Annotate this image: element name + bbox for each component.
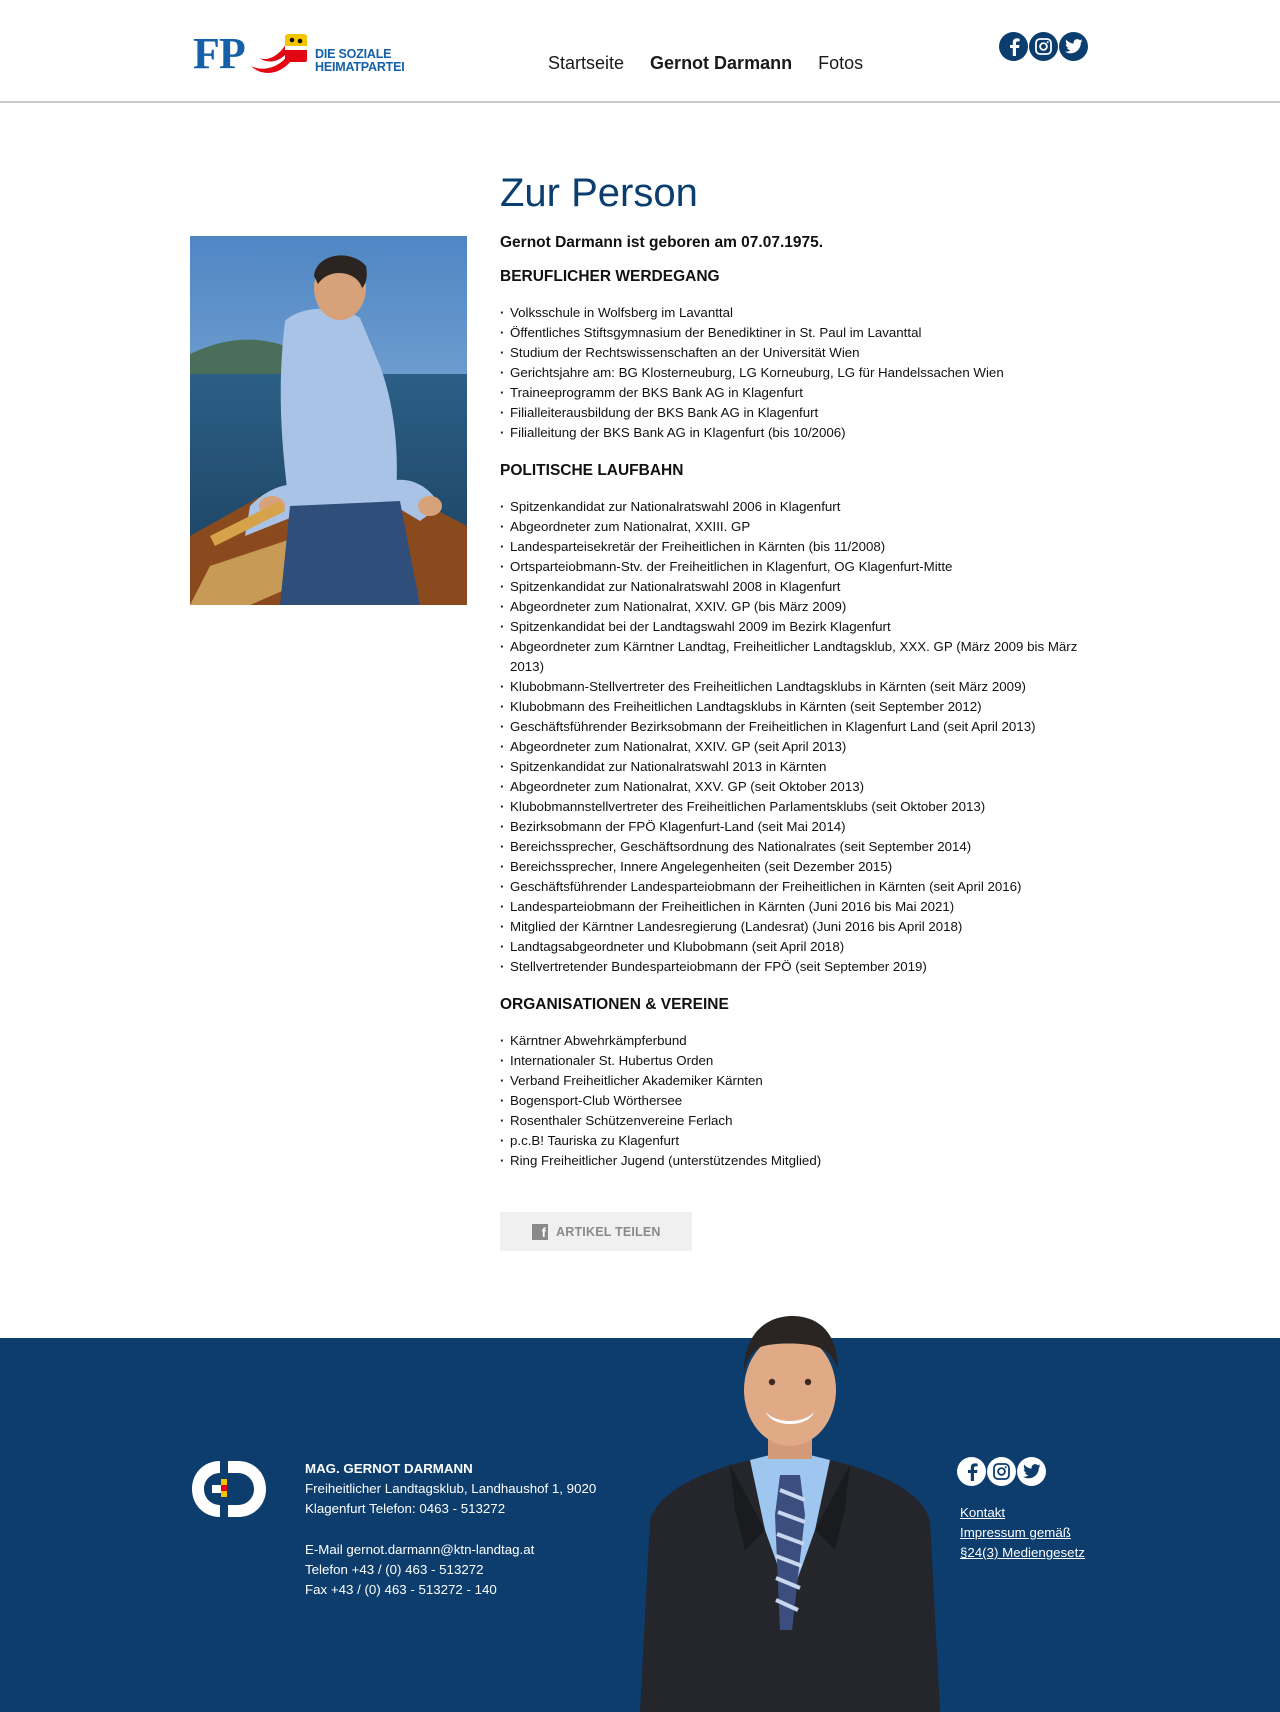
footer-link-kontakt[interactable]: Kontakt: [960, 1505, 1006, 1520]
site-header: [0, 0, 1280, 103]
list-item: · Abgeordneter zum Nationalrat, XXIII. GP: [500, 517, 1090, 537]
logo-tagline-1: DIE SOZIALE: [315, 47, 392, 61]
share-article-button[interactable]: [500, 1212, 692, 1251]
logo-tagline-2: HEIMATPARTEI: [315, 60, 405, 74]
facebook-icon[interactable]: [957, 1457, 986, 1486]
page-title: Zur Person: [500, 171, 698, 215]
facebook-icon: f: [532, 1224, 548, 1240]
list-item: · Bereichssprecher, Innere Angelegenheiten (seit Dezember 2015): [500, 857, 1090, 877]
list-item: · Kärntner Abwehrkämpferbund: [500, 1031, 1090, 1051]
list-item: · Gerichtsjahre am: BG Klosterneuburg, LG Korneuburg, LG für Handelssachen Wien: [500, 363, 1090, 383]
header-social-links: [999, 32, 1089, 61]
politics-list: [500, 497, 1090, 977]
list-item: · Geschäftsführender Landesparteiobmann der Freiheitlichen in Kärnten (seit April 2016): [500, 877, 1090, 897]
footer-phone: Telefon +43 / (0) 463 - 513272: [305, 1562, 484, 1577]
footer-link-mediengesetz[interactable]: §24(3) Mediengesetz: [960, 1545, 1085, 1560]
list-item: · p.c.B! Tauriska zu Klagenfurt: [500, 1131, 1090, 1151]
footer-link-impressum[interactable]: Impressum gemäß: [960, 1525, 1071, 1540]
nav-startseite[interactable]: Startseite: [548, 53, 625, 73]
list-item: · Landesparteisekretär der Freiheitlichen in Kärnten (bis 11/2008): [500, 537, 1090, 557]
footer-social-links: [957, 1457, 1047, 1486]
footer-portrait-photo: [640, 1300, 940, 1712]
list-item: · Filialleitung der BKS Bank AG in Klagenfurt (bis 10/2006): [500, 423, 1090, 443]
section-heading-career: BERUFLICHER WERDEGANG: [500, 268, 720, 285]
organisations-list: [500, 1031, 1090, 1171]
list-item: · Klubobmannstellvertreter des Freiheitlichen Parlamentsklubs (seit Oktober 2013): [500, 797, 1090, 817]
nav-gernot-darmann[interactable]: Gernot Darmann: [650, 53, 793, 73]
list-item: · Landtagsabgeordneter und Klubobmann (seit April 2018): [500, 937, 1090, 957]
list-item: · Abgeordneter zum Kärntner Landtag, Freiheitlicher Landtagsklub, XXX. GP (März 2009 bis März 2013): [500, 637, 1090, 677]
twitter-icon[interactable]: [1017, 1457, 1046, 1486]
logo-fp-text: FP: [193, 29, 245, 78]
list-item: · Klubobmann-Stellvertreter des Freiheitlichen Landtagsklubs in Kärnten (seit März 2009): [500, 677, 1090, 697]
footer-links: [960, 1503, 1085, 1563]
list-item: · Bereichssprecher, Geschäftsordnung des Nationalrates (seit September 2014): [500, 837, 1090, 857]
list-item: · Spitzenkandidat zur Nationalratswahl 2008 in Klagenfurt: [500, 577, 1090, 597]
list-item: · Rosenthaler Schützenvereine Ferlach: [500, 1111, 1090, 1131]
list-item: · Internationaler St. Hubertus Orden: [500, 1051, 1090, 1071]
list-item: · Verband Freiheitlicher Akademiker Kärnten: [500, 1071, 1090, 1091]
list-item: · Geschäftsführender Bezirksobmann der Freiheitlichen in Klagenfurt Land (seit April 2013): [500, 717, 1090, 737]
career-list: [500, 303, 1090, 443]
section-heading-organisations: ORGANISATIONEN & VEREINE: [500, 996, 729, 1013]
gd-monogram-logo: [190, 1459, 268, 1519]
footer-address-line2: Klagenfurt Telefon: 0463 - 513272: [305, 1501, 506, 1516]
portrait-photo-boat: [190, 236, 467, 605]
footer-address-line1: Freiheitlicher Landtagsklub, Landhaushof 1, 9020: [305, 1481, 597, 1496]
list-item: · Bezirksobmann der FPÖ Klagenfurt-Land (seit Mai 2014): [500, 817, 1090, 837]
list-item: · Spitzenkandidat zur Nationalratswahl 2006 in Klagenfurt: [500, 497, 1090, 517]
birth-intro: Gernot Darmann ist geboren am 07.07.1975.: [500, 234, 824, 251]
fpoe-logo[interactable]: [193, 30, 403, 78]
footer-fax: Fax +43 / (0) 463 - 513272 - 140: [305, 1582, 497, 1597]
section-heading-politics: POLITISCHE LAUFBAHN: [500, 462, 684, 479]
list-item: · Ring Freiheitlicher Jugend (unterstützendes Mitglied): [500, 1151, 1090, 1171]
list-item: · Volksschule in Wolfsberg im Lavanttal: [500, 303, 1090, 323]
list-item: · Bogensport-Club Wörthersee: [500, 1091, 1090, 1111]
list-item: · Landesparteiobmann der Freiheitlichen in Kärnten (Juni 2016 bis Mai 2021): [500, 897, 1090, 917]
instagram-icon[interactable]: [1029, 32, 1058, 61]
list-item: · Ortsparteiobmann-Stv. der Freiheitlichen in Klagenfurt, OG Klagenfurt-Mitte: [500, 557, 1090, 577]
list-item: · Spitzenkandidat zur Nationalratswahl 2013 in Kärnten: [500, 757, 1090, 777]
footer-name: MAG. GERNOT DARMANN: [305, 1461, 473, 1476]
share-label: ARTIKEL TEILEN: [556, 1224, 661, 1239]
instagram-icon[interactable]: [987, 1457, 1016, 1486]
facebook-icon[interactable]: [999, 32, 1028, 61]
list-item: · Abgeordneter zum Nationalrat, XXIV. GP (seit April 2013): [500, 737, 1090, 757]
list-item: · Spitzenkandidat bei der Landtagswahl 2009 im Bezirk Klagenfurt: [500, 617, 1090, 637]
list-item: · Klubobmann des Freiheitlichen Landtagsklubs in Kärnten (seit September 2012): [500, 697, 1090, 717]
main-nav: [548, 52, 889, 74]
main-content: [500, 165, 1090, 1189]
footer-contact: [305, 1459, 596, 1600]
list-item: · Abgeordneter zum Nationalrat, XXV. GP (seit Oktober 2013): [500, 777, 1090, 797]
list-item: · Stellvertretender Bundesparteiobmann der FPÖ (seit September 2019): [500, 957, 1090, 977]
twitter-icon[interactable]: [1059, 32, 1088, 61]
list-item: · Abgeordneter zum Nationalrat, XXIV. GP (bis März 2009): [500, 597, 1090, 617]
nav-fotos[interactable]: Fotos: [818, 53, 864, 73]
logo-flag-icon: [249, 32, 313, 76]
list-item: · Traineeprogramm der BKS Bank AG in Klagenfurt: [500, 383, 1090, 403]
footer-email[interactable]: E-Mail gernot.darmann@ktn-landtag.at: [305, 1542, 535, 1557]
list-item: · Filialleiterausbildung der BKS Bank AG in Klagenfurt: [500, 403, 1090, 423]
list-item: · Öffentliches Stiftsgymnasium der Benediktiner in St. Paul im Lavanttal: [500, 323, 1090, 343]
list-item: · Studium der Rechtswissenschaften an der Universität Wien: [500, 343, 1090, 363]
list-item: · Mitglied der Kärntner Landesregierung (Landesrat) (Juni 2016 bis April 2018): [500, 917, 1090, 937]
